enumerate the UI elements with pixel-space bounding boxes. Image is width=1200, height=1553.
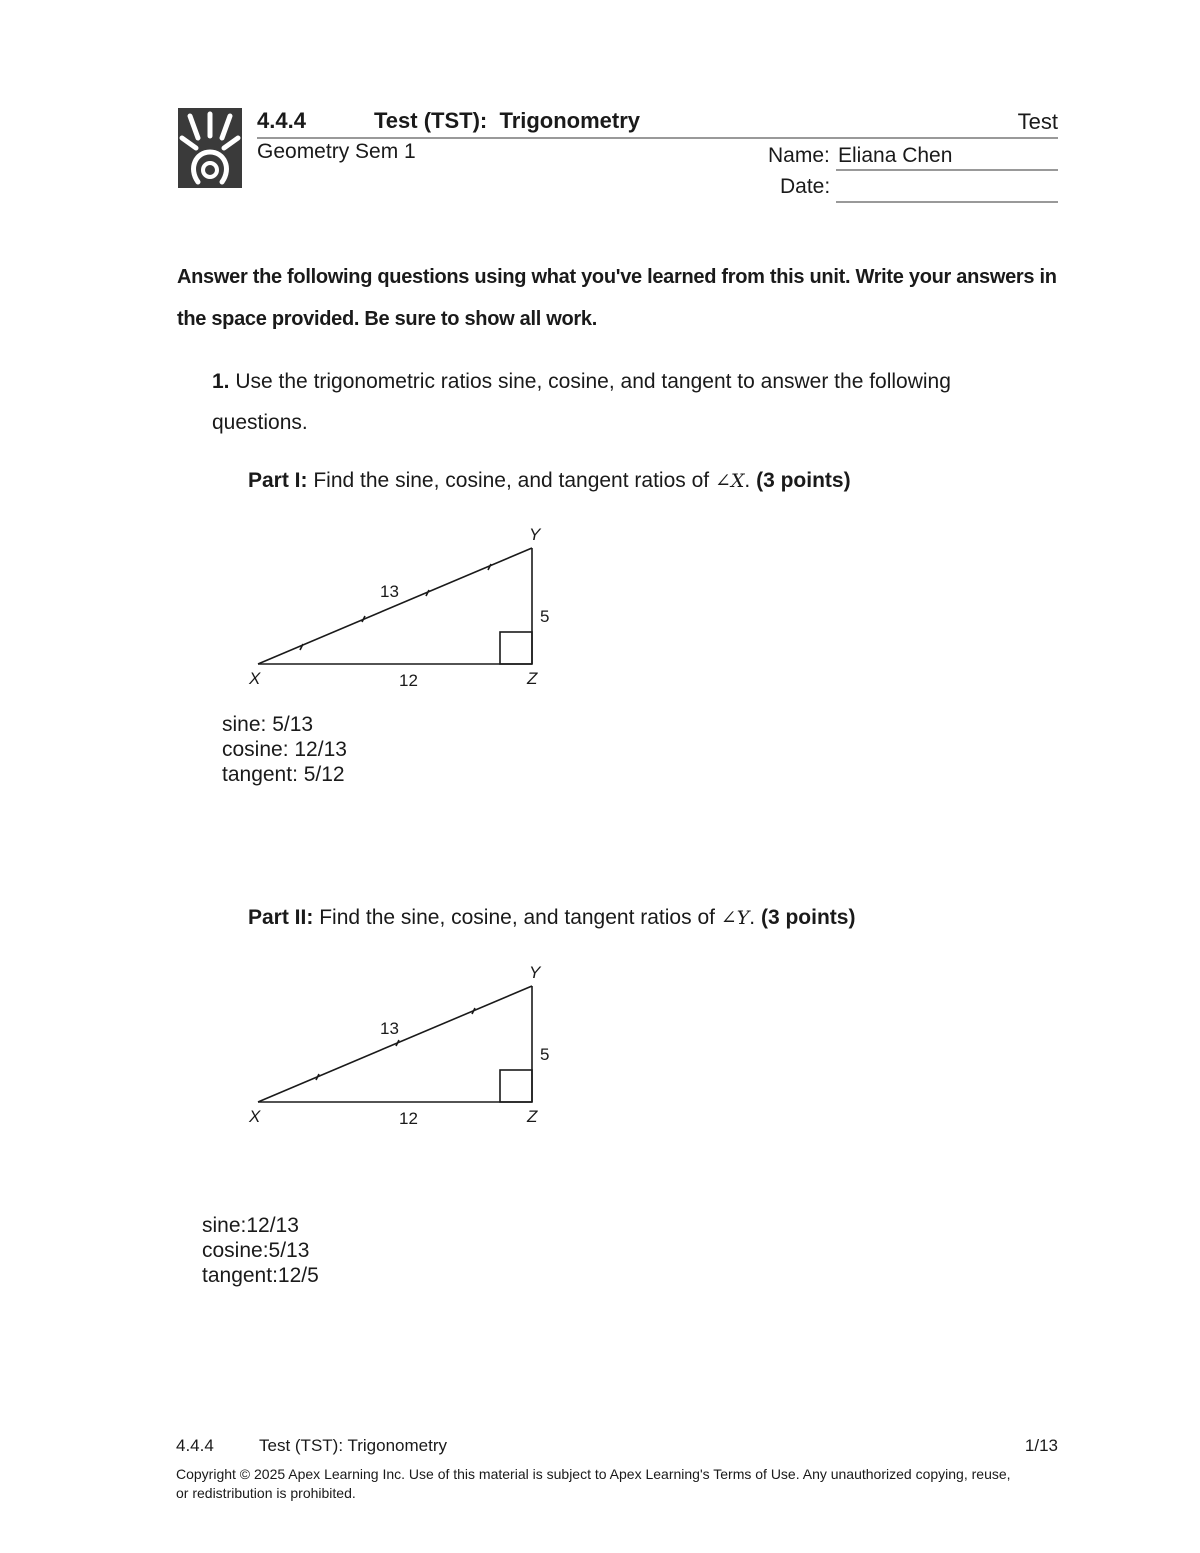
part-1-label: Part I: (248, 469, 308, 492)
part-2-period: . (749, 906, 756, 929)
copyright-notice: Copyright © 2025 Apex Learning Inc. Use of this material is subject to Apex Learning's Terms of Use. Any unauthorized copying, reuse, or redistribution is prohibited. (176, 1466, 1011, 1501)
part-1-sine: sine: 5/13 (222, 713, 314, 736)
instructions: Answer the following questions using what you've learned from this unit. Write your answers in the space provided. Be sure to show all work. (177, 266, 1057, 330)
date-field[interactable] (836, 201, 1058, 203)
page-number: 1/13 (1024, 1436, 1058, 1455)
name-field[interactable]: Eliana Chen (838, 144, 953, 167)
part-2-cosine: cosine:5/13 (202, 1239, 310, 1262)
part-1-text: Find the sine, cosine, and tangent ratios of (313, 469, 710, 492)
header-rule (257, 137, 1058, 139)
opposite-label: 5 (540, 1045, 550, 1064)
adjacent-label: 12 (399, 1109, 418, 1128)
question-number: 1. (212, 370, 230, 393)
name-underline (836, 169, 1058, 171)
right-angle-marker (500, 632, 532, 664)
hypotenuse-label: 13 (380, 1019, 399, 1038)
part-2-sine: sine:12/13 (202, 1214, 299, 1237)
date-label: Date: (780, 175, 831, 198)
vertex-z-label: Z (527, 1107, 538, 1126)
hypotenuse-label: 13 (380, 582, 399, 601)
course-name: Geometry Sem 1 (257, 140, 416, 163)
part-1-period: . (744, 469, 751, 492)
vertex-y-label: Y (529, 963, 541, 982)
vertex-z-label: Z (527, 669, 538, 688)
question-text: Use the trigonometric ratios sine, cosine, and tangent to answer the following questions. (212, 370, 951, 434)
right-angle-marker (500, 1070, 532, 1102)
vertex-x-label: X (249, 1107, 261, 1126)
side-xy (258, 986, 532, 1102)
part-2-text: Find the sine, cosine, and tangent ratios of (319, 906, 715, 929)
part-1-tangent: tangent: 5/12 (222, 763, 345, 786)
part-1-prompt (248, 469, 851, 493)
opposite-label: 5 (540, 607, 550, 626)
name-label: Name: (768, 144, 830, 167)
triangle-diagram-2 (240, 958, 570, 1133)
part-1-cosine: cosine: 12/13 (222, 738, 347, 761)
part-2-points: (3 points) (760, 906, 856, 929)
header-type: Test (1017, 109, 1058, 134)
header-unit-number: 4.4.4 (257, 108, 306, 133)
part-2-label: Part II: (248, 906, 314, 929)
part-2-tangent: tangent:12/5 (202, 1264, 319, 1287)
footer-title: Test (TST): Trigonometry (259, 1436, 447, 1455)
question-1 (212, 361, 1052, 443)
part-1-angle: ∠X (714, 470, 745, 492)
apex-logo (178, 108, 242, 188)
part-1-points: (3 points) (756, 469, 851, 492)
adjacent-label: 12 (399, 671, 418, 690)
header-title: Test (TST): Trigonometry (374, 108, 641, 133)
part-2-angle: ∠Y (720, 907, 750, 929)
triangle-diagram-1 (240, 520, 570, 695)
vertex-x-label: X (249, 669, 261, 688)
part-1-answers[interactable] (222, 712, 347, 787)
part-2-prompt (248, 906, 855, 930)
part-2-answers[interactable] (202, 1213, 319, 1288)
footer-unit-number: 4.4.4 (176, 1436, 214, 1455)
vertex-y-label: Y (529, 525, 541, 544)
